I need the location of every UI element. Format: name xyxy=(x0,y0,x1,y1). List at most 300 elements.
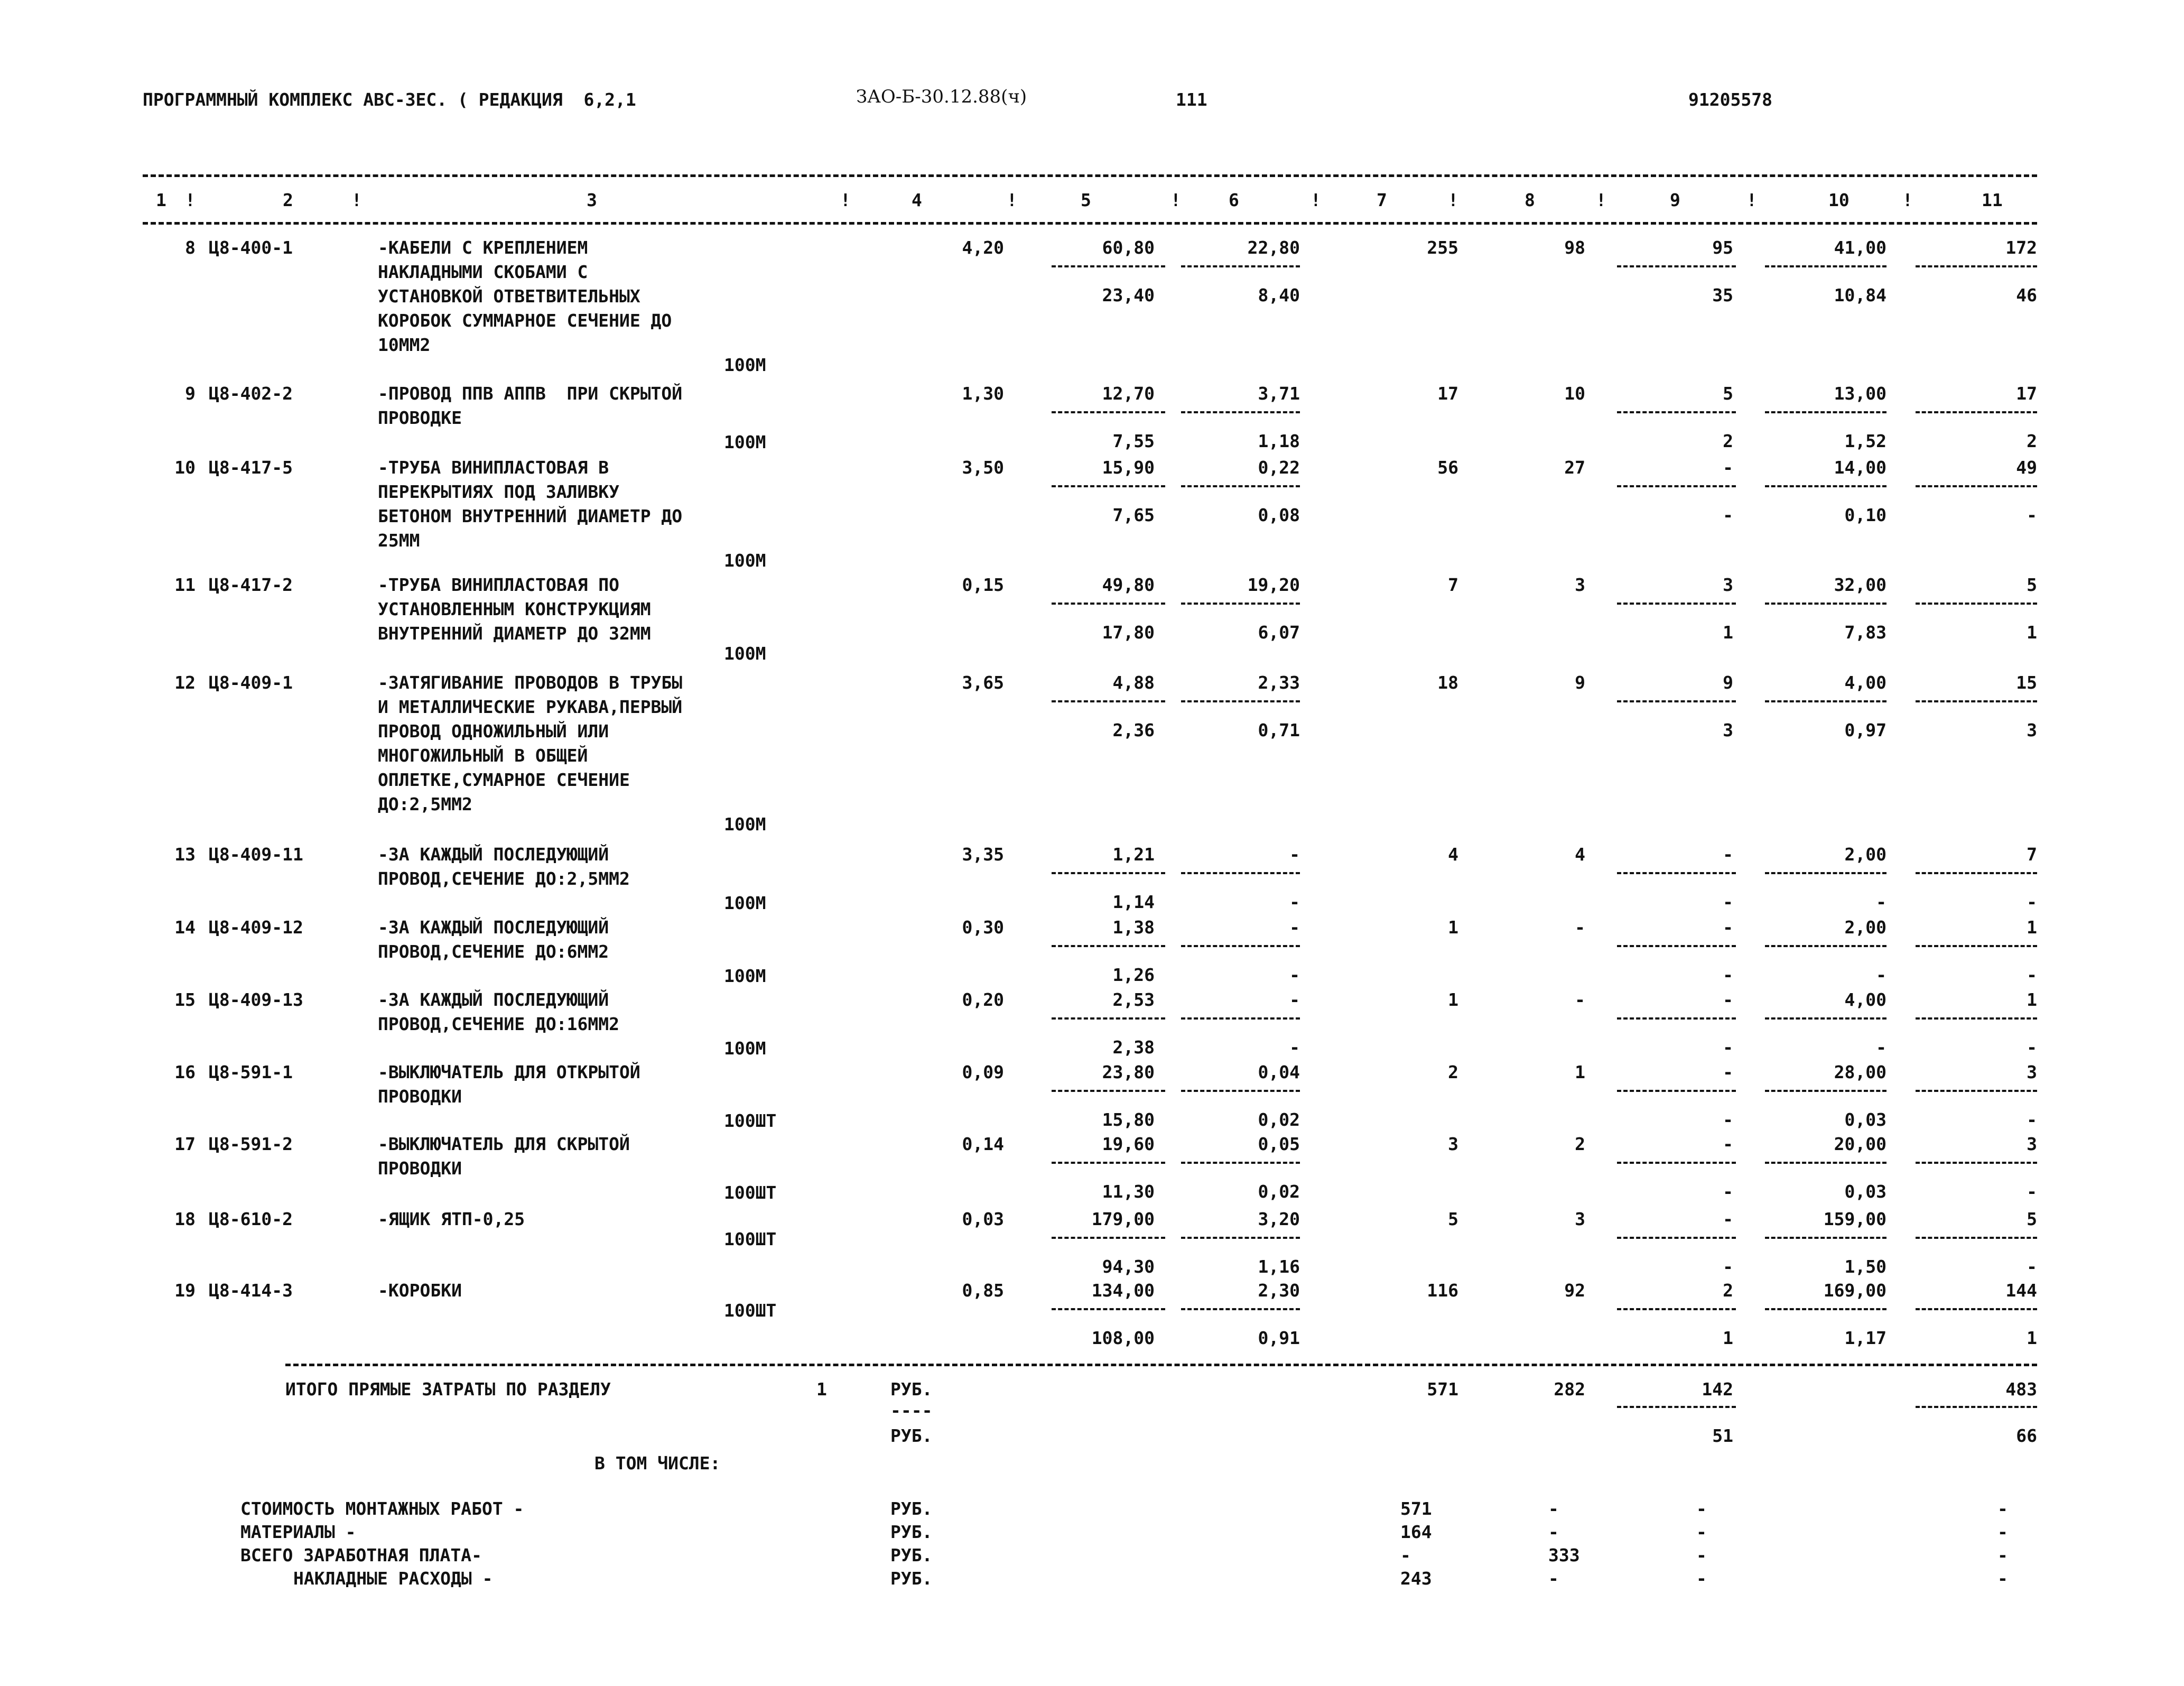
row-unit: 100М xyxy=(724,432,766,452)
row-col9-divider xyxy=(1617,1090,1736,1092)
column-header-4: 4 xyxy=(912,190,922,210)
row-col5-sub: 7,65 xyxy=(1112,505,1155,525)
row-col6-sub: 0,02 xyxy=(1258,1181,1300,1202)
row-col10-main: 2,00 xyxy=(1844,917,1886,938)
row-code: Ц8-402-2 xyxy=(209,383,293,404)
row-col10-sub: 1,52 xyxy=(1844,431,1886,451)
totals-col7: 571 xyxy=(1427,1379,1458,1400)
row-col6-main: - xyxy=(1289,917,1300,938)
row-unit: 100ШТ xyxy=(724,1300,777,1321)
row-description-line: ПРОВОД ОДНОЖИЛЬНЫЙ ИЛИ xyxy=(378,721,609,742)
row-number: 9 xyxy=(185,383,196,404)
totals-col11-sub: 66 xyxy=(2016,1425,2037,1446)
row-col5-sub: 11,30 xyxy=(1102,1181,1155,1202)
row-number: 15 xyxy=(174,989,196,1010)
row-col10-divider xyxy=(1765,700,1886,702)
row-col6-divider xyxy=(1181,872,1300,874)
row-quantity: 0,03 xyxy=(962,1209,1004,1229)
row-col7: 255 xyxy=(1427,237,1458,258)
row-col9-main: 95 xyxy=(1712,237,1733,258)
breakdown-col9: - xyxy=(1696,1498,1707,1519)
row-col10-main: 4,00 xyxy=(1844,989,1886,1010)
row-col9-divider xyxy=(1617,411,1736,413)
row-description-line: ПРОВОД,СЕЧЕНИЕ ДО:16ММ2 xyxy=(378,1014,619,1034)
row-col5-sub: 1,26 xyxy=(1112,965,1155,985)
row-col6-divider xyxy=(1181,1162,1300,1164)
row-description-line: НАКЛАДНЫМИ СКОБАМИ С xyxy=(378,262,588,282)
totals-col9-sub: 51 xyxy=(1712,1425,1733,1446)
row-col6-sub: 1,16 xyxy=(1258,1256,1300,1277)
row-quantity: 3,35 xyxy=(962,844,1004,865)
row-col9-divider xyxy=(1617,700,1736,702)
row-col11-divider xyxy=(1916,872,2037,874)
program-title: ПРОГРАММНЫЙ КОМПЛЕКС АВС-3ЕС. ( РЕДАКЦИЯ 6,2,1 xyxy=(143,89,647,110)
row-description-line: ДО:2,5ММ2 xyxy=(378,794,472,814)
row-number: 17 xyxy=(174,1134,196,1154)
row-col10-divider xyxy=(1765,1090,1886,1092)
row-col10-sub: 1,17 xyxy=(1844,1328,1886,1348)
row-col6-divider xyxy=(1181,700,1300,702)
row-description-line: И МЕТАЛЛИЧЕСКИЕ РУКАВА,ПЕРВЫЙ xyxy=(378,697,683,717)
row-col5-main: 12,70 xyxy=(1102,383,1155,404)
row-description-line: ПРОВОДКИ xyxy=(378,1158,462,1179)
row-col6-main: 2,33 xyxy=(1258,672,1300,693)
row-col8: - xyxy=(1575,989,1585,1010)
row-unit: 100М xyxy=(724,355,766,375)
breakdown-col8: - xyxy=(1548,1498,1559,1519)
row-col6-sub: 0,91 xyxy=(1258,1328,1300,1348)
row-col6-sub: 6,07 xyxy=(1258,622,1300,643)
totals-top-rule xyxy=(285,1364,2037,1366)
row-col5-main: 23,80 xyxy=(1102,1062,1155,1082)
row-col11-sub: 46 xyxy=(2016,285,2037,305)
row-col6-sub: 0,71 xyxy=(1258,720,1300,740)
column-header-6: 6 xyxy=(1229,190,1239,210)
row-col10-divider xyxy=(1765,411,1886,413)
row-col5-main: 49,80 xyxy=(1102,575,1155,595)
row-description-line: -КАБЕЛИ С КРЕПЛЕНИЕМ xyxy=(378,237,588,258)
row-col11-main: 3 xyxy=(2027,1062,2037,1082)
row-col11-sub: - xyxy=(2027,1256,2037,1277)
row-unit: 100ШТ xyxy=(724,1110,777,1131)
row-col5-sub: 2,38 xyxy=(1112,1037,1155,1058)
row-col10-divider xyxy=(1765,945,1886,947)
row-unit: 100М xyxy=(724,643,766,664)
row-col5-divider xyxy=(1052,1090,1165,1092)
row-col9-sub: 1 xyxy=(1723,1328,1733,1348)
column-divider-mark: ! xyxy=(1007,190,1017,210)
breakdown-col9: - xyxy=(1696,1545,1707,1565)
row-col5-main: 179,00 xyxy=(1091,1209,1155,1229)
row-col9-main: 2 xyxy=(1723,1280,1733,1301)
row-col9-divider xyxy=(1617,265,1736,267)
row-col10-divider xyxy=(1765,485,1886,487)
row-col7: 2 xyxy=(1448,1062,1458,1082)
row-unit: 100М xyxy=(724,814,766,835)
row-description-line: 10ММ2 xyxy=(378,335,431,355)
row-unit: 100М xyxy=(724,966,766,986)
row-col5-sub: 15,80 xyxy=(1102,1109,1155,1130)
row-col6-sub: 0,02 xyxy=(1258,1109,1300,1130)
row-col11-sub: - xyxy=(2027,1037,2037,1058)
row-col7: 4 xyxy=(1448,844,1458,865)
row-col6-divider xyxy=(1181,1090,1300,1092)
row-col10-main: 14,00 xyxy=(1834,457,1886,478)
row-col6-divider xyxy=(1181,1017,1300,1020)
row-col9-sub: - xyxy=(1723,1109,1733,1130)
row-col5-sub: 1,14 xyxy=(1112,892,1155,912)
row-col8: 98 xyxy=(1564,237,1585,258)
row-quantity: 0,20 xyxy=(962,989,1004,1010)
row-col11-main: 1 xyxy=(2027,989,2037,1010)
row-number: 8 xyxy=(185,237,196,258)
row-col9-divider xyxy=(1617,485,1736,487)
row-col11-sub: 3 xyxy=(2027,720,2037,740)
row-col6-main: 3,71 xyxy=(1258,383,1300,404)
row-col10-divider xyxy=(1765,1017,1886,1020)
column-header-5: 5 xyxy=(1081,190,1091,210)
row-unit: 100М xyxy=(724,893,766,913)
breakdown-currency: РУБ. xyxy=(890,1522,933,1542)
breakdown-currency: РУБ. xyxy=(890,1498,933,1519)
row-col5-sub: 7,55 xyxy=(1112,431,1155,451)
row-quantity: 3,65 xyxy=(962,672,1004,693)
row-col5-sub: 23,40 xyxy=(1102,285,1155,305)
row-col7: 5 xyxy=(1448,1209,1458,1229)
column-header-8: 8 xyxy=(1525,190,1535,210)
row-quantity: 4,20 xyxy=(962,237,1004,258)
row-col5-divider xyxy=(1052,700,1165,702)
column-divider-mark: ! xyxy=(1746,190,1757,210)
row-number: 19 xyxy=(174,1280,196,1301)
row-col6-sub: - xyxy=(1289,1037,1300,1058)
row-col7: 1 xyxy=(1448,917,1458,938)
row-col11-divider xyxy=(1916,700,2037,702)
row-col6-main: - xyxy=(1289,989,1300,1010)
row-col5-divider xyxy=(1052,872,1165,874)
breakdown-col9: - xyxy=(1696,1522,1707,1542)
row-col11-divider xyxy=(1916,945,2037,947)
row-col10-divider xyxy=(1765,603,1886,605)
row-col10-sub: 0,03 xyxy=(1844,1181,1886,1202)
row-col6-main: 0,04 xyxy=(1258,1062,1300,1082)
row-col11-sub: - xyxy=(2027,892,2037,912)
row-number: 10 xyxy=(174,457,196,478)
row-col6-divider xyxy=(1181,603,1300,605)
row-col7: 116 xyxy=(1427,1280,1458,1301)
row-col6-main: 22,80 xyxy=(1247,237,1300,258)
breakdown-col11: - xyxy=(1997,1498,2008,1519)
row-col9-divider xyxy=(1617,872,1736,874)
row-col9-sub: - xyxy=(1723,1037,1733,1058)
row-col11-divider xyxy=(1916,1017,2037,1020)
row-col8: 1 xyxy=(1575,1062,1585,1082)
row-col11-sub: - xyxy=(2027,505,2037,525)
row-col8: 92 xyxy=(1564,1280,1585,1301)
breakdown-col7: 243 xyxy=(1400,1568,1432,1589)
row-description-line: ПРОВОДКИ xyxy=(378,1086,462,1107)
row-col9-main: - xyxy=(1723,1134,1733,1154)
row-col6-sub: - xyxy=(1289,892,1300,912)
row-col11-main: 144 xyxy=(2005,1280,2037,1301)
row-col9-divider xyxy=(1617,1308,1736,1310)
row-col5-divider xyxy=(1052,1017,1165,1020)
row-unit: 100ШТ xyxy=(724,1182,777,1203)
column-divider-mark: ! xyxy=(1311,190,1321,210)
totals-col9-main: 142 xyxy=(1702,1379,1733,1400)
breakdown-col11: - xyxy=(1997,1522,2008,1542)
row-description-line: -ЗАТЯГИВАНИЕ ПРОВОДОВ В ТРУБЫ xyxy=(378,672,683,693)
row-col5-divider xyxy=(1052,603,1165,605)
row-col9-divider xyxy=(1617,1017,1736,1020)
row-col9-sub: 3 xyxy=(1723,720,1733,740)
row-quantity: 0,30 xyxy=(962,917,1004,938)
row-col7: 18 xyxy=(1437,672,1458,693)
breakdown-col7: 164 xyxy=(1400,1522,1432,1542)
row-description-line: -ЗА КАЖДЫЙ ПОСЛЕДУЮЩИЙ xyxy=(378,844,609,865)
row-col10-sub: - xyxy=(1876,892,1886,912)
row-col5-divider xyxy=(1052,411,1165,413)
column-divider-mark: ! xyxy=(351,190,362,210)
column-header-11: 11 xyxy=(1982,190,2003,210)
document-code: 91205578 xyxy=(1688,89,1772,110)
row-number: 14 xyxy=(174,917,196,938)
row-quantity: 0,85 xyxy=(962,1280,1004,1301)
row-description-line: -ЗА КАЖДЫЙ ПОСЛЕДУЮЩИЙ xyxy=(378,989,609,1010)
row-col8: 4 xyxy=(1575,844,1585,865)
row-col11-sub: - xyxy=(2027,965,2037,985)
totals-col11-main: 483 xyxy=(2005,1379,2037,1400)
row-col10-sub: - xyxy=(1876,1037,1886,1058)
row-col10-sub: 0,03 xyxy=(1844,1109,1886,1130)
totals-currency-dash: ---- xyxy=(890,1400,933,1421)
row-col11-main: 5 xyxy=(2027,1209,2037,1229)
row-col5-sub: 108,00 xyxy=(1091,1328,1155,1348)
row-code: Ц8-591-2 xyxy=(209,1134,293,1154)
row-col9-sub: - xyxy=(1723,965,1733,985)
column-divider-mark: ! xyxy=(1170,190,1181,210)
row-description-line: ОПЛЕТКЕ,СУМАРНОЕ СЕЧЕНИЕ xyxy=(378,770,630,790)
row-code: Ц8-409-13 xyxy=(209,989,303,1010)
row-col5-divider xyxy=(1052,485,1165,487)
row-col8: 3 xyxy=(1575,1209,1585,1229)
row-col5-main: 134,00 xyxy=(1091,1280,1155,1301)
row-unit: 100М xyxy=(724,1038,766,1059)
column-header-1: 1 xyxy=(156,190,166,210)
totals-section: 1 xyxy=(816,1379,827,1400)
row-col9-main: - xyxy=(1723,844,1733,865)
column-divider-mark: ! xyxy=(840,190,851,210)
row-col11-divider xyxy=(1916,1237,2037,1239)
row-description-line: -КОРОБКИ xyxy=(378,1280,462,1301)
row-description-line: 25ММ xyxy=(378,530,420,551)
row-col11-sub: 2 xyxy=(2027,431,2037,451)
breakdown-currency: РУБ. xyxy=(890,1545,933,1565)
row-col9-divider xyxy=(1617,945,1736,947)
column-header-10: 10 xyxy=(1828,190,1850,210)
breakdown-label: НАКЛАДНЫЕ РАСХОДЫ - xyxy=(293,1568,493,1589)
row-description-line: УСТАНОВКОЙ ОТВЕТВИТЕЛЬНЫХ xyxy=(378,286,640,307)
column-divider-mark: ! xyxy=(1448,190,1458,210)
row-col6-main: 0,05 xyxy=(1258,1134,1300,1154)
row-col6-divider xyxy=(1181,945,1300,947)
breakdown-col9: - xyxy=(1696,1568,1707,1589)
row-col5-divider xyxy=(1052,1162,1165,1164)
row-col11-divider xyxy=(1916,485,2037,487)
row-col10-sub: 7,83 xyxy=(1844,622,1886,643)
row-col11-divider xyxy=(1916,1162,2037,1164)
row-col10-main: 28,00 xyxy=(1834,1062,1886,1082)
row-col11-divider xyxy=(1916,411,2037,413)
row-col5-main: 4,88 xyxy=(1112,672,1155,693)
row-code: Ц8-409-1 xyxy=(209,672,293,693)
row-col9-sub: 1 xyxy=(1723,622,1733,643)
row-col11-main: 49 xyxy=(2016,457,2037,478)
row-col8: 3 xyxy=(1575,575,1585,595)
row-description-line: -ЗА КАЖДЫЙ ПОСЛЕДУЮЩИЙ xyxy=(378,917,609,938)
row-col7: 1 xyxy=(1448,989,1458,1010)
row-col10-main: 13,00 xyxy=(1834,383,1886,404)
row-col11-sub: 1 xyxy=(2027,622,2037,643)
row-code: Ц8-409-11 xyxy=(209,844,303,865)
row-description-line: БЕТОНОМ ВНУТРЕННИЙ ДИАМЕТР ДО xyxy=(378,506,683,526)
row-col10-sub: 0,97 xyxy=(1844,720,1886,740)
row-col11-main: 15 xyxy=(2016,672,2037,693)
row-col5-sub: 17,80 xyxy=(1102,622,1155,643)
row-col6-sub: - xyxy=(1289,965,1300,985)
column-header-7: 7 xyxy=(1377,190,1387,210)
column-divider-mark: ! xyxy=(1596,190,1606,210)
row-quantity: 0,09 xyxy=(962,1062,1004,1082)
row-col5-divider xyxy=(1052,265,1165,267)
row-col6-sub: 0,08 xyxy=(1258,505,1300,525)
row-quantity: 0,14 xyxy=(962,1134,1004,1154)
header-bottom-rule xyxy=(143,222,2037,225)
row-code: Ц8-400-1 xyxy=(209,237,293,258)
row-code: Ц8-417-5 xyxy=(209,457,293,478)
breakdown-currency: РУБ. xyxy=(890,1568,933,1589)
totals-label: ИТОГО ПРЯМЫЕ ЗАТРАТЫ ПО РАЗДЕЛУ xyxy=(285,1379,611,1400)
row-col7: 3 xyxy=(1448,1134,1458,1154)
row-col11-sub: 1 xyxy=(2027,1328,2037,1348)
row-col9-sub: - xyxy=(1723,1256,1733,1277)
row-col9-main: - xyxy=(1723,917,1733,938)
row-col11-main: 5 xyxy=(2027,575,2037,595)
row-col6-main: 0,22 xyxy=(1258,457,1300,478)
row-col10-divider xyxy=(1765,872,1886,874)
row-col10-sub: - xyxy=(1876,965,1886,985)
row-col9-main: 5 xyxy=(1723,383,1733,404)
row-description-line: ВНУТРЕННИЙ ДИАМЕТР ДО 32ММ xyxy=(378,623,651,644)
row-description-line: УСТАНОВЛЕННЫМ КОНСТРУКЦИЯМ xyxy=(378,599,651,619)
totals-col9-divider xyxy=(1617,1406,1736,1408)
row-description-line: ПРОВОД,СЕЧЕНИЕ ДО:2,5ММ2 xyxy=(378,868,630,889)
row-description-line: ПЕРЕКРЫТИЯХ ПОД ЗАЛИВКУ xyxy=(378,481,619,502)
row-number: 11 xyxy=(174,575,196,595)
row-col10-sub: 10,84 xyxy=(1834,285,1886,305)
row-col5-divider xyxy=(1052,1237,1165,1239)
totals-col8: 282 xyxy=(1554,1379,1585,1400)
column-header-3: 3 xyxy=(587,190,597,210)
row-unit: 100ШТ xyxy=(724,1229,777,1249)
row-col7: 56 xyxy=(1437,457,1458,478)
row-col6-main: - xyxy=(1289,844,1300,865)
column-header-2: 2 xyxy=(283,190,293,210)
row-col8: 10 xyxy=(1564,383,1585,404)
breakdown-col8: - xyxy=(1548,1522,1559,1542)
breakdown-col7: - xyxy=(1400,1545,1411,1565)
handwritten-note: ЗАО-Б-30.12.88(ч) xyxy=(856,86,1027,107)
row-col9-main: 3 xyxy=(1723,575,1733,595)
breakdown-col8: 333 xyxy=(1548,1545,1580,1565)
row-col9-main: - xyxy=(1723,989,1733,1010)
row-description-line: -ВЫКЛЮЧАТЕЛЬ ДЛЯ СКРЫТОЙ xyxy=(378,1134,630,1154)
row-col6-divider xyxy=(1181,265,1300,267)
breakdown-col11: - xyxy=(1997,1568,2008,1589)
row-col9-sub: 2 xyxy=(1723,431,1733,451)
row-code: Ц8-409-12 xyxy=(209,917,303,938)
row-col9-sub: - xyxy=(1723,892,1733,912)
row-col7: 17 xyxy=(1437,383,1458,404)
row-col10-main: 4,00 xyxy=(1844,672,1886,693)
row-col10-divider xyxy=(1765,1162,1886,1164)
row-col11-main: 7 xyxy=(2027,844,2037,865)
row-col11-main: 172 xyxy=(2005,237,2037,258)
row-description-line: МНОГОЖИЛЬНЫЙ В ОБЩЕЙ xyxy=(378,745,588,766)
row-quantity: 0,15 xyxy=(962,575,1004,595)
row-col5-main: 1,38 xyxy=(1112,917,1155,938)
including-label: В ТОМ ЧИСЛЕ: xyxy=(594,1453,721,1474)
row-col9-divider xyxy=(1617,1162,1736,1164)
row-description-line: ПРОВОДКЕ xyxy=(378,407,462,428)
row-col6-main: 19,20 xyxy=(1247,575,1300,595)
breakdown-label: ВСЕГО ЗАРАБОТНАЯ ПЛАТА- xyxy=(240,1545,482,1565)
row-description-line: -ТРУБА ВИНИПЛАСТОВАЯ ПО xyxy=(378,575,619,595)
row-code: Ц8-591-1 xyxy=(209,1062,293,1082)
row-quantity: 1,30 xyxy=(962,383,1004,404)
row-number: 12 xyxy=(174,672,196,693)
row-col10-main: 41,00 xyxy=(1834,237,1886,258)
row-col6-divider xyxy=(1181,1237,1300,1239)
row-col9-main: - xyxy=(1723,1209,1733,1229)
row-col6-sub: 1,18 xyxy=(1258,431,1300,451)
row-code: Ц8-610-2 xyxy=(209,1209,293,1229)
table-top-rule xyxy=(143,174,2037,177)
row-col5-main: 19,60 xyxy=(1102,1134,1155,1154)
column-divider-mark: ! xyxy=(185,190,196,210)
row-col7: 7 xyxy=(1448,575,1458,595)
totals-currency: РУБ. xyxy=(890,1379,933,1400)
row-col5-sub: 2,36 xyxy=(1112,720,1155,740)
row-col8: 27 xyxy=(1564,457,1585,478)
row-col10-main: 20,00 xyxy=(1834,1134,1886,1154)
row-col6-sub: 8,40 xyxy=(1258,285,1300,305)
row-col9-main: - xyxy=(1723,457,1733,478)
row-description-line: -ПРОВОД ППВ АППВ ПРИ СКРЫТОЙ xyxy=(378,383,683,404)
column-divider-mark: ! xyxy=(1902,190,1913,210)
row-col11-main: 3 xyxy=(2027,1134,2037,1154)
row-col6-main: 2,30 xyxy=(1258,1280,1300,1301)
row-col10-divider xyxy=(1765,1308,1886,1310)
row-col5-main: 15,90 xyxy=(1102,457,1155,478)
row-col10-main: 159,00 xyxy=(1823,1209,1886,1229)
row-col8: 9 xyxy=(1575,672,1585,693)
row-description-line: -ВЫКЛЮЧАТЕЛЬ ДЛЯ ОТКРЫТОЙ xyxy=(378,1062,640,1082)
row-col5-sub: 94,30 xyxy=(1102,1256,1155,1277)
row-col11-main: 17 xyxy=(2016,383,2037,404)
row-col8: - xyxy=(1575,917,1585,938)
row-col6-divider xyxy=(1181,411,1300,413)
